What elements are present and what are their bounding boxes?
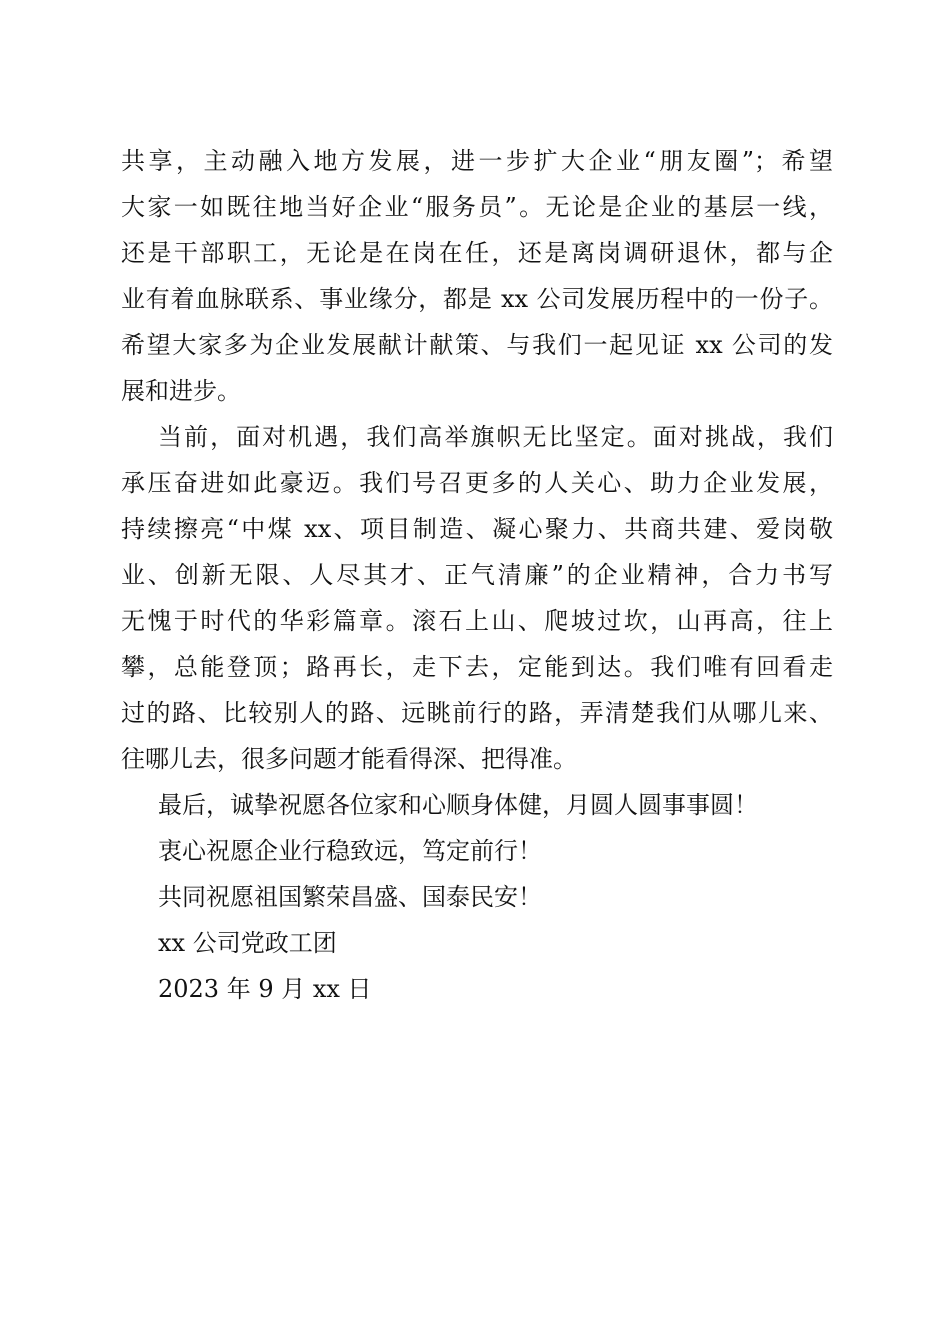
signature: xx 公司党政工团 (158, 929, 337, 957)
closing-wish-country: 共同祝愿祖国繁荣昌盛、国泰民安！ (158, 883, 542, 911)
text-line: 攀，总能登顶；路再长，走下去，定能到达。我们唯有回看走 (121, 653, 833, 681)
text-line: 希望大家多为企业发展献计献策、与我们一起见证 xx 公司的发 (121, 331, 833, 359)
text-line: 展和进步。 (121, 377, 241, 405)
text-line: 共享，主动融入地方发展，进一步扩大企业“朋友圈”；希望 (121, 147, 833, 175)
closing-section (121, 782, 833, 1012)
closing-wish-company: 衷心祝愿企业行稳致远，笃定前行！ (158, 837, 542, 865)
text-line: 业有着血脉联系、事业缘分，都是 xx 公司发展历程中的一份子。 (121, 285, 833, 313)
text-line: 承压奋进如此豪迈。我们号召更多的人关心、助力企业发展， (121, 469, 833, 497)
text-line: 过的路、比较别人的路、远眺前行的路，弄清楚我们从哪儿来、 (121, 699, 833, 727)
text-line: 业、创新无限、人尽其才、正气清廉”的企业精神，合力书写 (121, 561, 833, 589)
text-line: 还是干部职工，无论是在岗在任，还是离岗调研退休，都与企 (121, 239, 833, 267)
document-date: 2023 年 9 月 xx 日 (158, 975, 372, 1003)
text-line: 大家一如既往地当好企业“服务员”。无论是企业的基层一线， (121, 193, 833, 221)
document-body (121, 138, 833, 1012)
closing-wish-family: 最后，诚挚祝愿各位家和心顺身体健，月圆人圆事事圆！ (158, 791, 758, 819)
paragraph-2 (121, 414, 833, 782)
text-line: 往哪儿去，很多问题才能看得深、把得准。 (121, 745, 577, 773)
text-line: 无愧于时代的华彩篇章。滚石上山、爬坡过坎，山再高，往上 (121, 607, 833, 635)
text-line: 持续擦亮“中煤 xx、项目制造、凝心聚力、共商共建、爱岗敬 (121, 515, 833, 543)
paragraph-1 (121, 138, 833, 414)
text-line: 当前，面对机遇，我们高举旗帜无比坚定。面对挑战，我们 (158, 423, 833, 451)
